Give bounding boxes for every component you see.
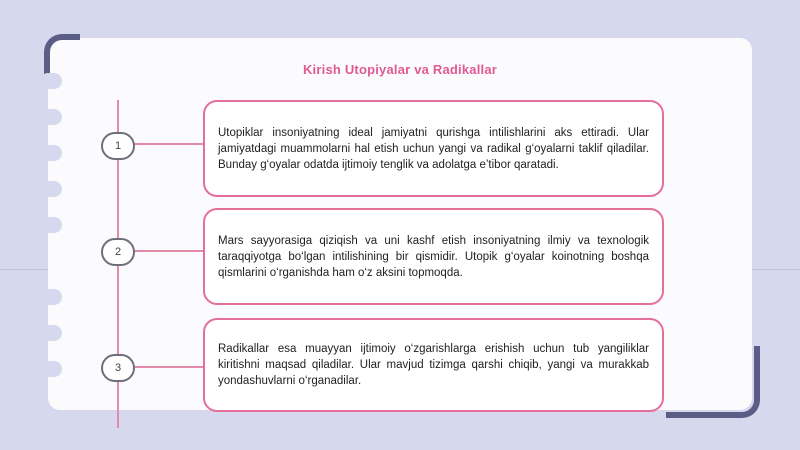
timeline-marker: 2 — [101, 238, 135, 266]
content-card — [203, 318, 664, 412]
binder-hole — [40, 109, 62, 125]
binder-hole — [40, 361, 62, 377]
binder-hole — [40, 289, 62, 305]
card-text: Radikallar esa muayyan ijtimoiy o‘zgarishlarga erishish uchun tub yangiliklar kiritishni maqsad qiladilar. Ular mavjud tizimga qarshi chiqib, yangi va murakkab yondashuvlarni o‘rganadilar. — [218, 343, 649, 387]
timeline-connector — [133, 143, 203, 145]
card-text: Mars sayyorasiga qiziqish va uni kashf etish insoniyatning ilmiy va texnologik taraqqiyotga bo‘lgan intilishining bir qismidir. Utopik g‘oyalar koinotning boshqa qismlarini o‘rganishda ham o‘z aksini topmoqda. — [218, 234, 649, 279]
content-card — [203, 100, 664, 197]
frame-corner-bottom-right — [666, 346, 760, 418]
timeline-marker: 1 — [101, 132, 135, 160]
card-text: Utopiklar insoniyatning ideal jamiyatni qurishga intilishlarini aks ettiradi. Ular jamiyatdagi muammolarni hal etish uchun yangi va radikal g‘oyalarni taklif qiladilar. Bunday g‘oyalar odatda ijtimoiy tenglik va adolatga e’tibor qaratadi. — [218, 126, 649, 171]
binder-hole — [40, 181, 62, 197]
binder-hole — [40, 145, 62, 161]
binder-hole — [40, 325, 62, 341]
timeline-marker: 3 — [101, 354, 135, 382]
binder-hole — [40, 217, 62, 233]
timeline-connector — [133, 250, 203, 252]
slide-title: Kirish Utopiyalar va Radikallar — [302, 62, 498, 77]
content-card — [203, 208, 664, 305]
timeline-connector — [133, 366, 203, 368]
